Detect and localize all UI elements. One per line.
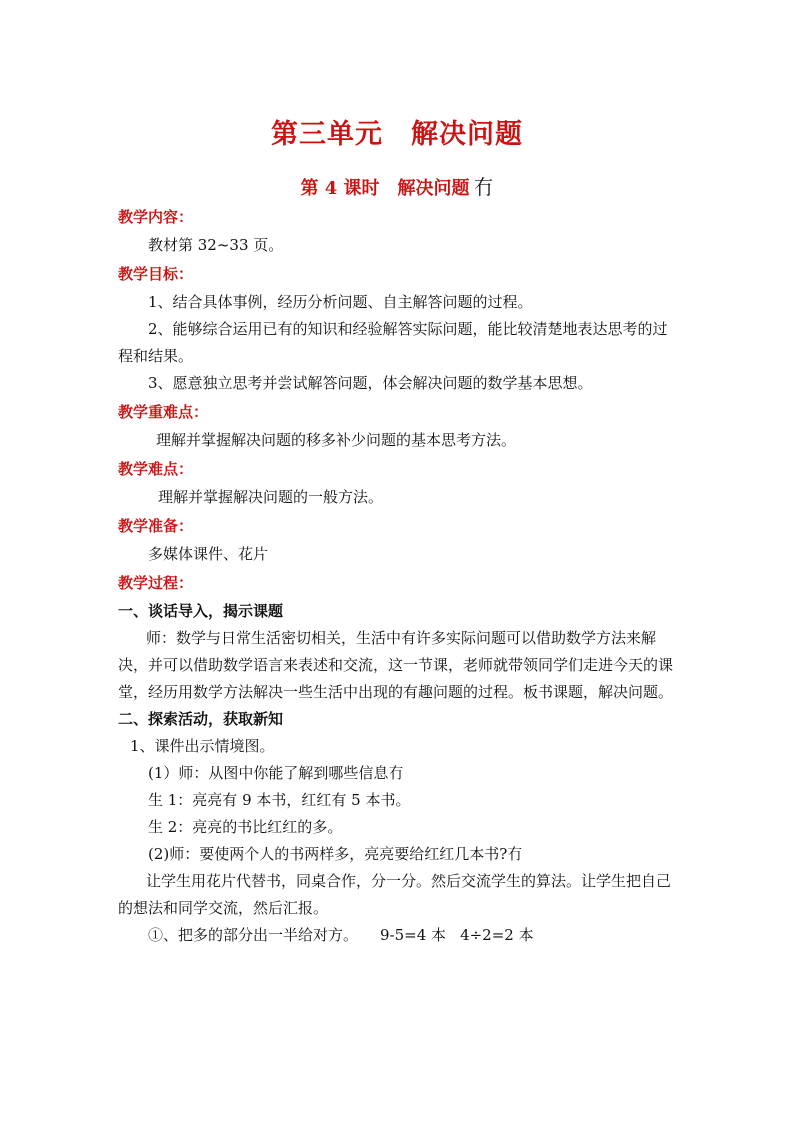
difficulty-text: 理解并掌握解决问题的一般方法。 <box>158 488 384 506</box>
goal-2: 2、能够综合运用已有的知识和经验解答实际问题，能比较清楚地表达思考的过程和结果。 <box>118 320 668 365</box>
prep-heading: 教学准备： <box>118 517 194 535</box>
goal-3: 3、愿意独立思考并尝试解答问题，体会解决问题的数学基本思想。 <box>148 374 593 392</box>
goal-1: 1、结合具体事例，经历分析问题、自主解答问题的过程。 <box>148 293 533 311</box>
student-answer-2: 生 2：亮亮的书比红红的多。 <box>148 818 343 836</box>
goals-heading: 教学目标： <box>118 265 194 283</box>
content-text: 教材第 32~33 页。 <box>148 236 284 254</box>
prep-text: 多媒体课件、花片 <box>148 545 269 563</box>
process-heading: 教学过程： <box>118 574 194 592</box>
calc-2: 4÷2=2 本 <box>460 926 534 944</box>
method-1-line <box>118 922 678 949</box>
difficulty-heading: 教学难点： <box>118 460 194 478</box>
keypoints-text: 理解并掌握解决问题的移多补少问题的基本思考方法。 <box>156 431 517 449</box>
question-2: (2)师：要使两个人的书两样多，亮亮要给红红几本书?冇 <box>148 845 523 863</box>
document-body <box>118 202 678 949</box>
activity-text: 让学生用花片代替书，同桌合作，分一分。然后交流学生的算法。让学生把自己的想法和同学交流，然后汇报。 <box>118 872 672 917</box>
lesson-subtitle <box>0 171 794 200</box>
part2-heading: 二、探索活动，获取新知 <box>118 710 284 728</box>
question-1: (1）师：从图中你能了解到哪些信息冇 <box>148 764 404 782</box>
keypoints-heading: 教学重难点： <box>118 403 209 421</box>
content-heading: 教学内容： <box>118 208 194 226</box>
calc-1: 9-5=4 本 <box>380 926 447 944</box>
lesson-label: 第 4 课时 解决问题 <box>300 178 470 199</box>
part1-text: 师：数学与日常生活密切相关，生活中有许多实际问题可以借助数学方法来解决，并可以借助数学语言来表述和交流，这一节课，老师就带领同学们走进今天的课堂，经历用数学方法解决一些生活中出现的有趣问题的过程。板书课题，解决问题。 <box>118 629 674 701</box>
method-1: ①、把多的部分出一半给对方。 <box>148 926 359 944</box>
student-answer-1: 生 1：亮亮有 9 本书，红红有 5 本书。 <box>148 791 411 809</box>
part1-heading: 一、谈话导入，揭示课题 <box>118 602 284 620</box>
lesson-suffix: 冇 <box>473 175 494 199</box>
step-1: 1、课件出示情境图。 <box>130 737 275 755</box>
page-title: 第三单元 解决问题 <box>271 119 523 150</box>
